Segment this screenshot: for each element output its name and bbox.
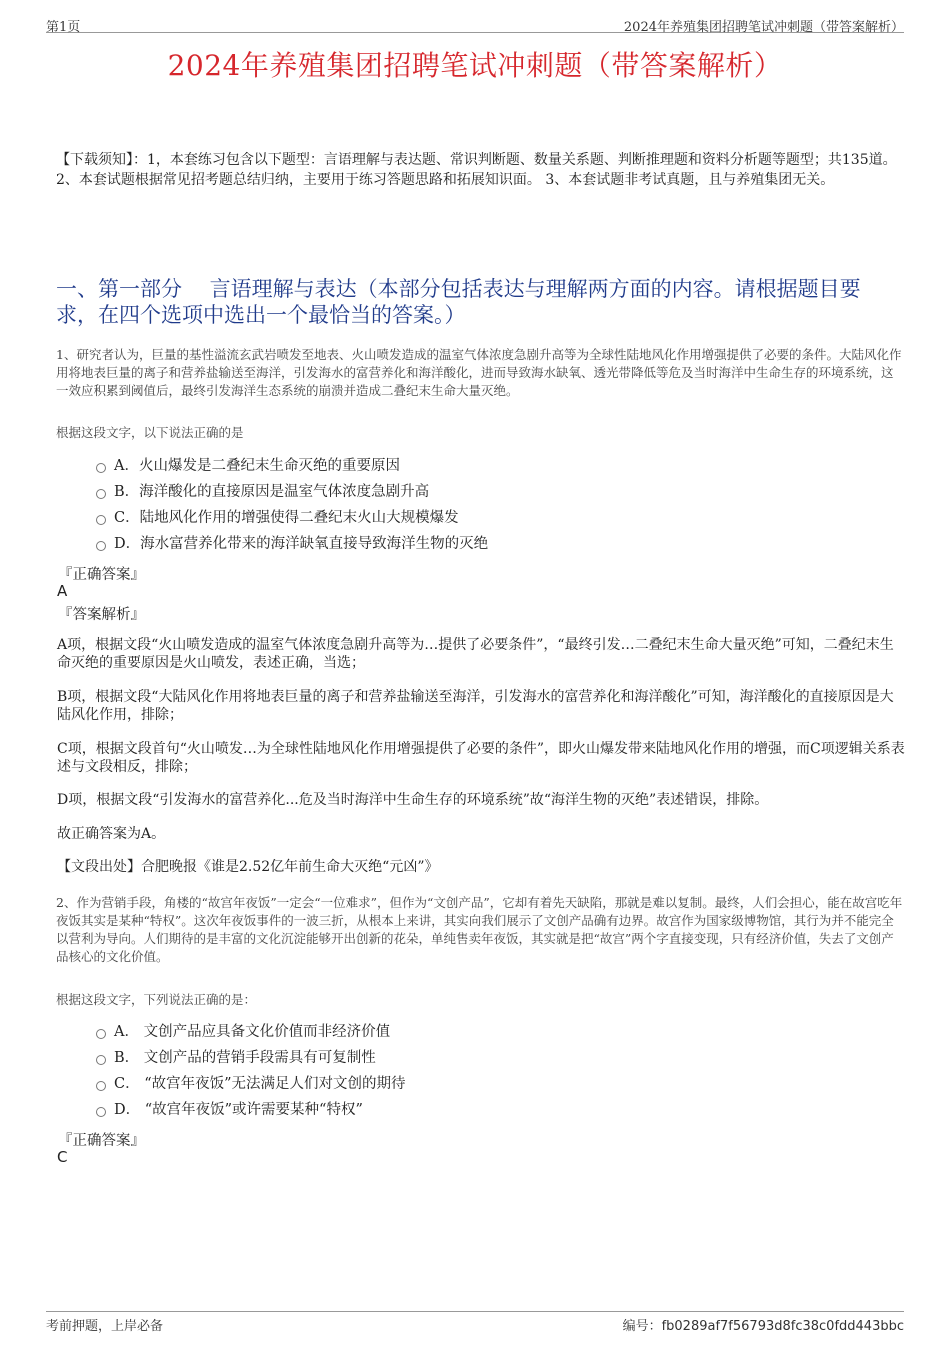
page-footer [46,1311,904,1332]
document-title: 2024年养殖集团招聘笔试冲刺题（带答案解析） [167,49,783,82]
option-a[interactable] [96,453,488,479]
analysis-b: B项，根据文段“大陆风化作用将地表巨量的离子和营养盐输送至海洋，引发海水的富营养化和海洋酸化”可知，海洋酸化的直接原因是大陆风化作用，排除； [57,689,894,723]
radio-icon[interactable] [96,515,106,525]
question-2-prompt: 根据这段文字，下列说法正确的是： [56,992,257,1007]
question-2-passage: 2、作为营销手段，角楼的“故宫年夜饭”一定会“一位难求”，但作为“文创产品”，它却有着先天缺陷，那就是难以复制。最终，人们会担心，能在故宫吃年夜饭其实是某种“特权”。这次年夜饭事件的一波三折，从根本上来讲，其实向我们展示了文创产品确有边界。故宫作为国家级博物馆，其行为并不能完全以营利为导向。人们期待的是丰富的文化沉淀能够开出创新的花朵，单纯售卖年夜饭，其实就是把“故宫”两个字直接变现，只有经济价值，失去了文创产品核心的文化价值。 [56,895,903,964]
radio-icon[interactable] [96,1029,106,1039]
download-notice: 【下载须知】：1，本套练习包含以下题型：言语理解与表达题、常识判断题、数量关系题、判断推理题和资料分析题等题型；共135道。 2、本套试题根据常见招考题总结归纳，主要用于练习答题思路和拓展知识面。 3、本套试题非考试真题，且与养殖集团无关。 [56,152,897,188]
answer-label: 『正确答案』 [58,567,145,583]
page-header [46,14,904,33]
option-c[interactable] [96,1071,406,1097]
option-label: C． “故宫年夜饭”无法满足人们对文创的期待 [114,1076,406,1092]
analysis-c: C项，根据文段首句“火山喷发…为全球性陆地风化作用增强提供了必要的条件”，即火山爆发带来陆地风化作用的增强，而C项逻辑关系表述与文段相反，排除； [57,741,905,775]
question-1-options [96,453,488,557]
option-label: A． 文创产品应具备文化价值而非经济价值 [114,1024,391,1040]
section-heading: 一、第一部分 言语理解与表达（本部分包括表达与理解两方面的内容。请根据题目要求，在四个选项中选出一个最恰当的答案。） [56,277,861,327]
answer-label: 『正确答案』 [58,1133,145,1149]
option-label: D．海水富营养化带来的海洋缺氧直接导致海洋生物的灭绝 [114,536,489,552]
radio-icon[interactable] [96,541,106,551]
analysis-d: D项，根据文段“引发海水的富营养化...危及当时海洋中生命生存的环境系统”故“海洋生物的灭绝”表述错误，排除。 [57,792,769,808]
option-label: A．火山爆发是二叠纪末生命灭绝的重要原因 [114,458,400,474]
option-c[interactable] [96,505,488,531]
page-number: 第1页 [46,20,81,35]
radio-icon[interactable] [96,1081,106,1091]
radio-icon[interactable] [96,489,106,499]
footer-slogan: 考前押题，上岸必备 [46,1319,164,1334]
question-1-passage: 1、研究者认为，巨量的基性溢流玄武岩喷发至地表、火山喷发造成的温室气体浓度急剧升高等为全球性陆地风化作用增强提供了必要的条件。大陆风化作用将地表巨量的离子和营养盐输送至海洋，引发海水的富营养化和海洋酸化，进而导致海水缺氧、透光带降低等危及当时海洋中生命生存的环境系统，这一效应积累到阈值后，最终引发海洋生态系统的崩溃并造成二叠纪末生命大量灭绝。 [56,347,902,398]
code-value: fb0289af7f56793d8fc38c0fdd443bbc [661,1319,904,1334]
option-label: B．海洋酸化的直接原因是温室气体浓度急剧升高 [114,484,430,500]
radio-icon[interactable] [96,463,106,473]
option-a[interactable] [96,1019,406,1045]
option-label: B． 文创产品的营销手段需具有可复制性 [114,1050,376,1066]
document-code [623,1315,904,1334]
radio-icon[interactable] [96,1055,106,1065]
option-label: C．陆地风化作用的增强使得二叠纪末火山大规模爆发 [114,510,459,526]
code-label: 编号： [622,1319,662,1334]
option-d[interactable] [96,1097,406,1123]
question-2-options [96,1019,406,1123]
question-1-prompt: 根据这段文字，以下说法正确的是 [56,425,244,440]
passage-source: 【文段出处】合肥晚报《谁是2.52亿年前生命大灭绝“元凶”》 [57,859,439,875]
option-d[interactable] [96,531,488,557]
radio-icon[interactable] [96,1107,106,1117]
option-label: D． “故宫年夜饭”或许需要某种“特权” [114,1102,363,1118]
correct-answer: A [57,582,68,600]
correct-answer: C [57,1148,68,1166]
option-b[interactable] [96,1045,406,1071]
analysis-a: A项，根据文段“火山喷发造成的温室气体浓度急剧升高等为…提供了必要条件”，“最终引发…二叠纪末生命大量灭绝”可知，二叠纪末生命灭绝的重要原因是火山喷发，表述正确，当选； [57,637,894,671]
option-b[interactable] [96,479,488,505]
analysis-conclusion: 故正确答案为A。 [57,826,166,842]
header-doc-title: 2024年养殖集团招聘笔试冲刺题（带答案解析） [623,20,904,35]
analysis-label: 『答案解析』 [58,607,145,623]
